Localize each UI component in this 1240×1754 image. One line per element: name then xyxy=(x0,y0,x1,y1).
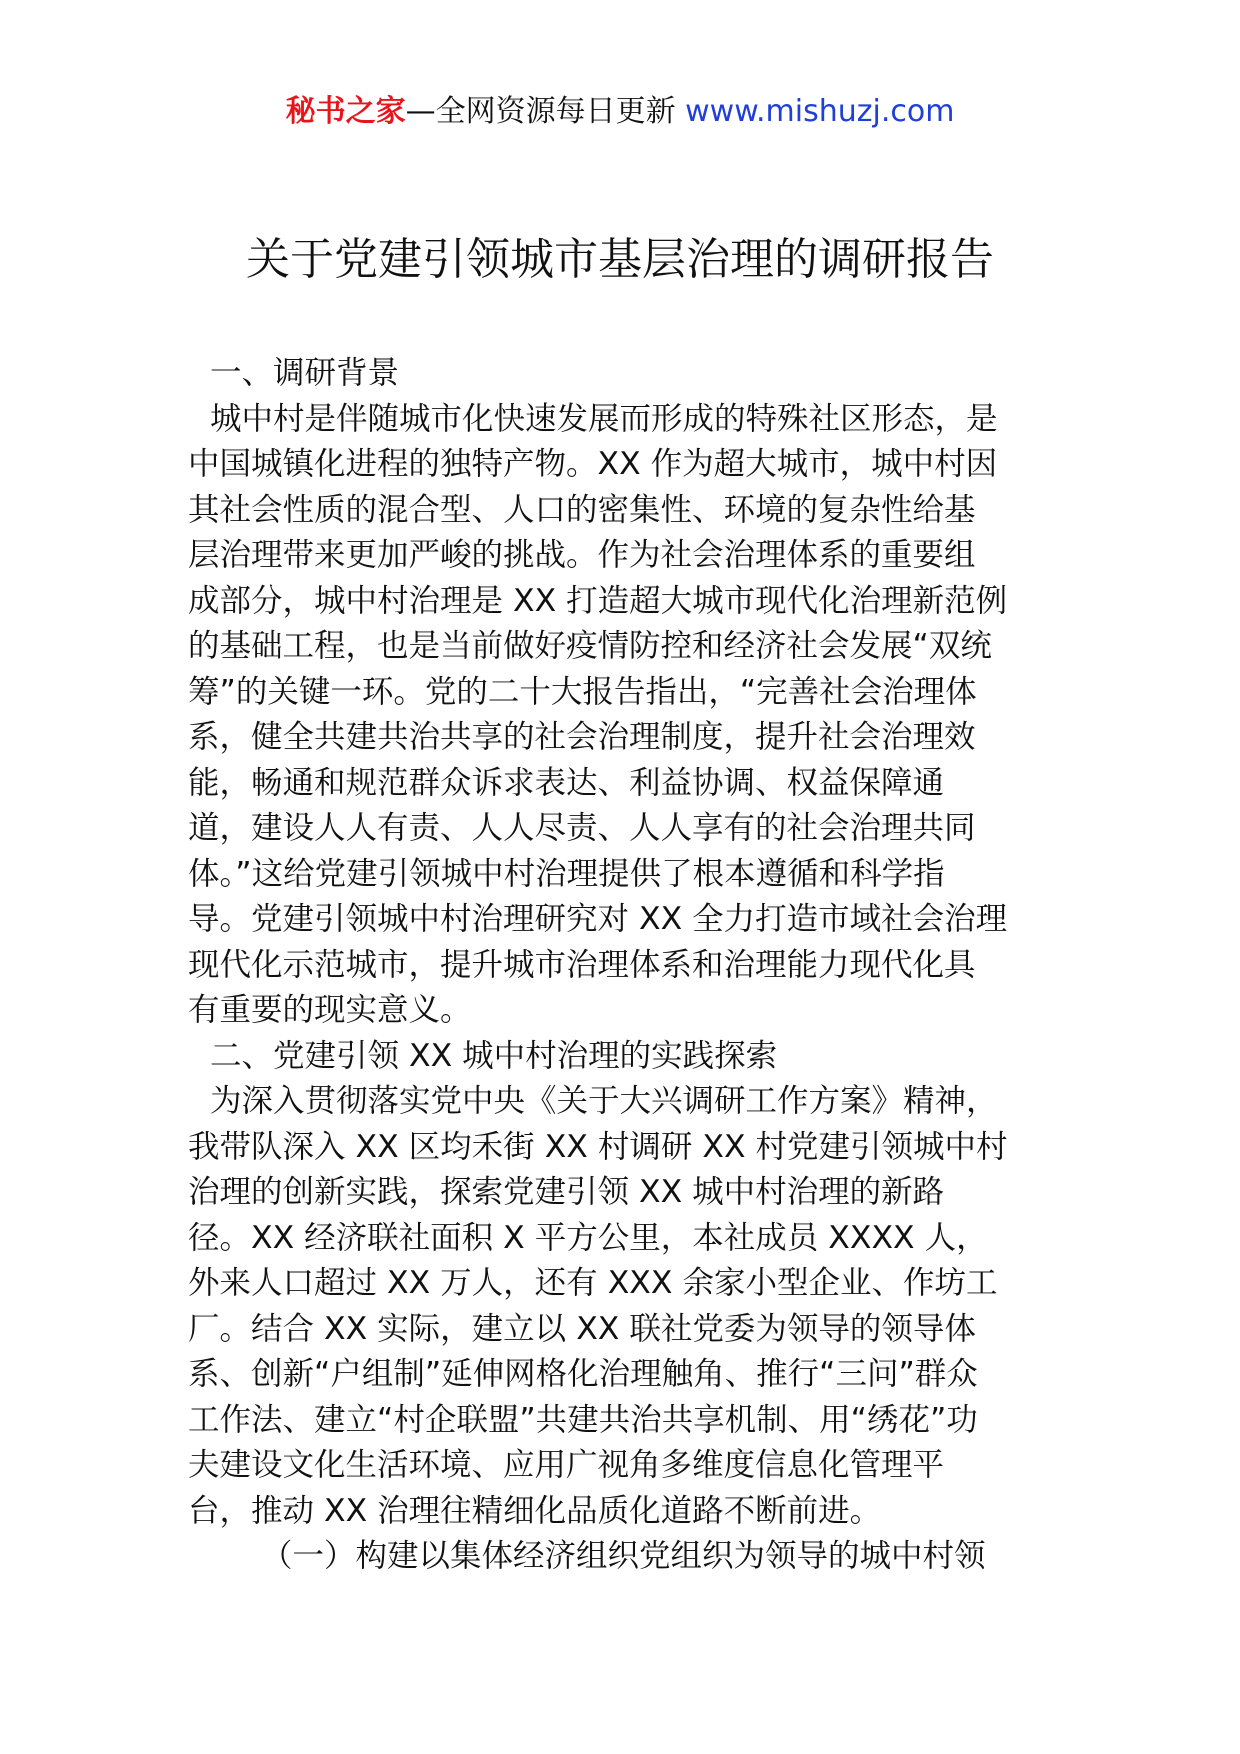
paragraph-line: 有重要的现实意义。 xyxy=(188,992,472,1028)
paragraph-line: 径。XX 经济联社面积 X 平方公里，本社成员 XXXX 人， xyxy=(188,1219,988,1256)
paragraph-line: 外来人口超过 XX 万人，还有 XXX 余家小型企业、作坊工 xyxy=(188,1265,998,1301)
paragraph-line: 层治理带来更加严峻的挑战。作为社会治理体系的重要组 xyxy=(188,537,976,573)
paragraph-line: 其社会性质的混合型、人口的密集性、环境的复杂性给基 xyxy=(188,491,976,528)
paragraph-line: 系，健全共建共治共享的社会治理制度，提升社会治理效 xyxy=(188,719,976,755)
section-heading-practice: 二、党建引领 XX 城中村治理的实践探索 xyxy=(210,1037,778,1074)
paragraph-line: 系、创新“户组制”延伸网格化治理触角、推行“三问”群众 xyxy=(188,1356,978,1392)
paragraph-line: 台，推动 XX 治理往精细化品质化道路不断前进。 xyxy=(188,1492,882,1529)
paragraph-line: 我带队深入 XX 区均禾街 XX 村调研 XX 村党建引领城中村 xyxy=(188,1128,1008,1165)
paragraph-line: 道，建设人人有责、人人尽责、人人享有的社会治理共同 xyxy=(188,810,976,846)
document-title: 关于党建引领城市基层治理的调研报告 xyxy=(246,234,994,285)
paragraph-line: 成部分，城中村治理是 XX 打造超大城市现代化治理新范例 xyxy=(188,582,1008,619)
site-header xyxy=(0,92,1240,132)
paragraph-line: 筹”的关键一环。党的二十大报告指出，“完善社会治理体 xyxy=(188,673,977,710)
paragraph-line: 现代化示范城市，提升城市治理体系和治理能力现代化具 xyxy=(188,946,976,983)
paragraph-line: 导。党建引领城中村治理研究对 XX 全力打造市域社会治理 xyxy=(188,901,1008,937)
paragraph-line: 工作法、建立“村企联盟”共建共治共享机制、用“绣花”功 xyxy=(188,1401,978,1438)
site-slogan: —全网资源每日更新 xyxy=(405,94,686,129)
paragraph-line: 中国城镇化进程的独特产物。XX 作为超大城市，城中村因 xyxy=(188,446,998,482)
paragraph-line: 体。”这给党建引领城中村治理提供了根本遵循和科学指 xyxy=(188,855,945,892)
paragraph-line: 城中村是伴随城市化快速发展而形成的特殊社区形态，是 xyxy=(210,400,998,437)
paragraph-line: 能，畅通和规范群众诉求表达、利益协调、权益保障通 xyxy=(188,764,945,801)
paragraph-line: 夫建设文化生活环境、应用广视角多维度信息化管理平 xyxy=(188,1447,945,1483)
subsection-heading: （一）构建以集体经济组织党组织为领导的城中村领 xyxy=(261,1538,986,1574)
paragraph-line: 为深入贯彻落实党中央《关于大兴调研工作方案》精神， xyxy=(210,1083,998,1119)
site-url-link[interactable]: www.mishuzj.com xyxy=(685,94,955,129)
paragraph-line: 的基础工程，也是当前做好疫情防控和经济社会发展“双统 xyxy=(188,628,992,664)
document-body xyxy=(188,351,1058,1580)
paragraph-line: 厂。结合 XX 实际，建立以 XX 联社党委为领导的领导体 xyxy=(188,1310,976,1347)
section-heading-background: 一、调研背景 xyxy=(210,355,400,391)
paragraph-line: 治理的创新实践，探索党建引领 XX 城中村治理的新路 xyxy=(188,1174,945,1210)
site-brand: 秘书之家 xyxy=(285,94,406,129)
